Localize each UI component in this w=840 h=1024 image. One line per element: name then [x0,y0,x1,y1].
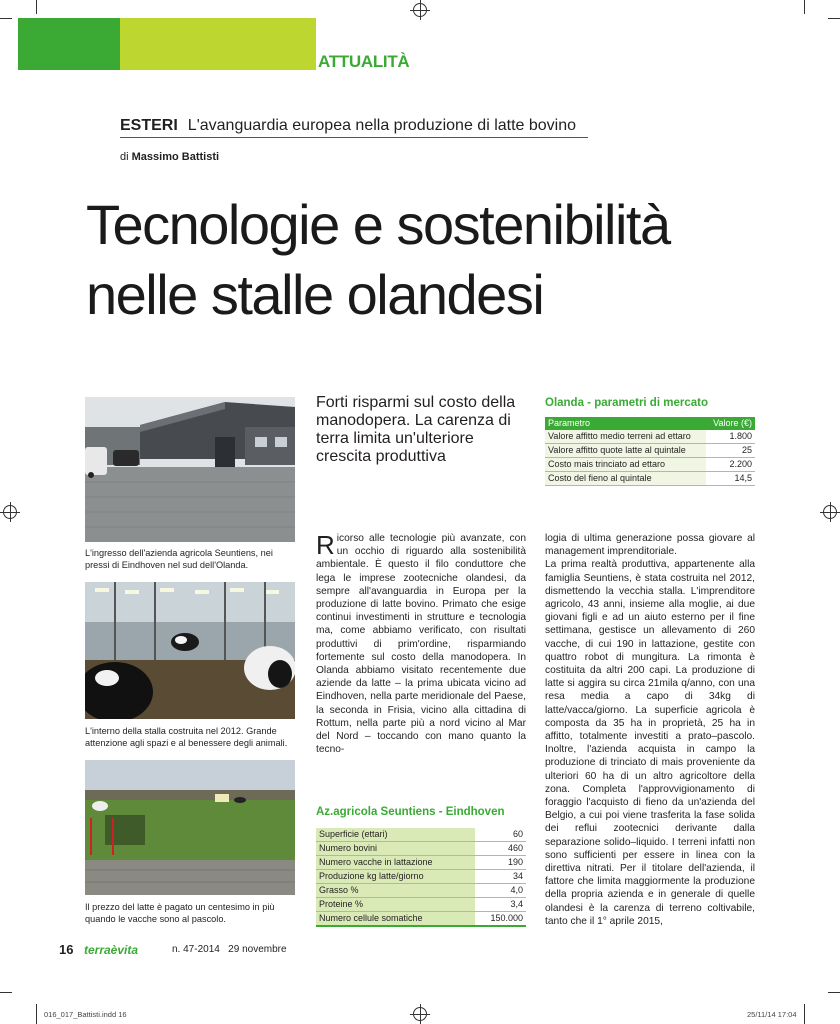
registration-mark-icon [3,505,17,519]
crop-mark [804,1004,805,1024]
registration-mark-icon [413,3,427,17]
headline-line-2: nelle stalle olandesi [86,263,544,326]
table-cell-label: Costo del fieno al quintale [545,472,706,486]
table-cell-label: Superficie (ettari) [316,828,475,842]
photo-pasture [85,760,295,895]
table-cell-value: 3,4 [475,898,526,912]
table-cell-label: Produzione kg latte/giorno [316,870,475,884]
headline [86,190,786,330]
header-band-dark [18,18,120,70]
body-paragraph: logia di ultima generazione possa giovare al management imprenditoriale. [545,533,755,558]
print-slug: 016_017_Battisti.indd 16 [44,1010,127,1019]
rubric [120,117,588,138]
rubric-label: ESTERI [120,117,178,134]
photo-barn-interior [85,582,295,719]
market-table [545,417,755,486]
issue-number: n. 47-2014 [172,944,220,955]
farm-table [316,828,526,927]
issue-date: 29 novembre [228,944,287,955]
headline-line-1: Tecnologie e sostenibilità [86,193,670,256]
photo-pasture-image [85,760,295,895]
byline-author: Massimo Battisti [131,151,220,163]
byline [120,151,219,163]
body-paragraph: La prima realtà produttiva, appartenente alla famiglia Seuntiens, è stata costruita nel 2012, dismettendo la vecchia stalla. L'imprenditore agricolo, 43 anni, insieme alla moglie, ai due giovani figli e ad un aiuto esterno per il fine settimana, gestisce un allevamento di 260 vacche, di cui 190 in lattazione, gestite con quattro robot di mungitura. La rimonta è costituita da altri 200 capi. La produzione di latte si aggira su circa 21mila q/anno, con una resa media a capo di 34kg di latte/vacca/giorno. La superficie agricola è composta da 35 ha in proprietà, 25 ha in affitto, totalmente investiti a prato–pascolo. Inoltre, l'azienda acquista in campo la produzione di trinciato di mais proveniente da ulteriori 60 ha di un altro agricoltore della zona. Completa l'approvvigionamento di foraggio l'acquisto di fieno da un'azienda del Belgio, a cui poi viene trasferita la fase solida dei reflui zootecnici derivante dalla separazione solido–liquido. I terreni infatti non sono sufficienti per essere in linea con la direttiva nitrati. Per il titolare dell'azienda, il fattore che limita maggiormente la produzione della propria azienda e in generale di quelle olandesi è la carenza di terreno coltivabile, tanto che il 1° aprile 2015, [545,559,755,927]
table-row [316,870,526,884]
article-subtitle: Forti risparmi sul costo della manodopera. La carenza di terra limita un'ulteriore crescita produttiva [316,394,516,465]
body-column-1 [316,532,526,756]
table-cell-value: 14,5 [706,472,755,486]
table-cell-value: 190 [475,856,526,870]
table-cell-value: 2.200 [706,458,755,472]
registration-mark-icon [413,1007,427,1021]
drop-cap: R [316,530,335,560]
print-timestamp: 25/11/14 17:04 [747,1010,797,1019]
photo-barn-interior-image [85,582,295,719]
table-cell-label: Valore affitto medio terreni ad ettaro [545,430,706,444]
photo-caption: L'ingresso dell'azienda agricola Seuntiens, nei pressi di Eindhoven nel sud dell'Olanda. [85,548,273,570]
table-row [316,912,526,927]
table-cell-value: 150.000 [475,912,526,927]
body-paragraph: icorso alle tecnologie più avanzate, con un occhio di riguardo alla sostenibilità ambientale. È questo il filo conduttore che lega le imprese zootecniche olandesi, da sempre all'avanguardia in Europa per la produzione di latte bovino. Primato che esige continui investimenti in strutture e tecnologia ma, come abbiamo verificato, con risultati produttivi di prim'ordine, risparmiando fortemente sul costo della manodopera. In Olanda abbiamo visitato recentemente due aziende da latte – la prima ubicata vicino ad Eindhoven, nella parte meridionale del Paese, la seconda in Frisia, vicino alla cittadina di Rottum, nella parte più a nord vicino al Mar del Nord – toccando con mano quanto la tecno- [316,533,526,756]
issue-info [172,944,287,955]
photo-caption: Il prezzo del latte è pagato un centesimo in più quando le vacche sono al pascolo. [85,902,275,924]
table-cell-value: 34 [475,870,526,884]
crop-mark [36,1004,37,1024]
body-column-2 [545,532,755,928]
crop-mark [804,0,805,14]
table-row [316,856,526,870]
table-cell-label: Numero vacche in lattazione [316,856,475,870]
table-cell-value: 1.800 [706,430,755,444]
table-header-cell: Valore (€) [706,417,755,430]
table-row [316,828,526,842]
crop-mark [0,992,12,993]
registration-mark-icon [823,505,837,519]
table-cell-label: Numero cellule somatiche [316,912,475,927]
table-cell-value: 460 [475,842,526,856]
table-cell-value: 25 [706,444,755,458]
table-cell-label: Grasso % [316,884,475,898]
table-cell-label: Costo mais trinciato ad ettaro [545,458,706,472]
photo-caption: L'interno della stalla costruita nel 2012. Grande attenzione agli spazi e al benessere degli animali. [85,726,288,748]
table-row [545,458,755,472]
crop-mark [828,18,840,19]
crop-mark [0,18,12,19]
rubric-text: L'avanguardia europea nella produzione di latte bovino [187,117,577,134]
page-number: 16 [59,942,74,957]
table-row [316,884,526,898]
table-row [316,898,526,912]
table-row [545,444,755,458]
section-title: ATTUALITÀ [318,52,410,71]
farm-table-title: Az.agricola Seuntiens - Eindhoven [316,806,505,818]
photo-farm-entrance-image [85,397,295,542]
market-table-title: Olanda - parametri di mercato [545,397,708,409]
table-header-cell: Parametro [545,417,706,430]
crop-mark [36,0,37,14]
crop-mark [828,992,840,993]
magazine-logo: terraèvita [84,943,139,957]
table-cell-label: Valore affitto quote latte al quintale [545,444,706,458]
photo-farm-entrance [85,397,295,542]
table-row [545,472,755,486]
table-row [545,430,755,444]
table-cell-label: Numero bovini [316,842,475,856]
table-row [316,842,526,856]
table-cell-value: 4,0 [475,884,526,898]
header-band-light [120,18,316,70]
byline-prefix: di [120,151,129,163]
table-cell-value: 60 [475,828,526,842]
table-cell-label: Proteine % [316,898,475,912]
table-header-row [545,417,755,430]
